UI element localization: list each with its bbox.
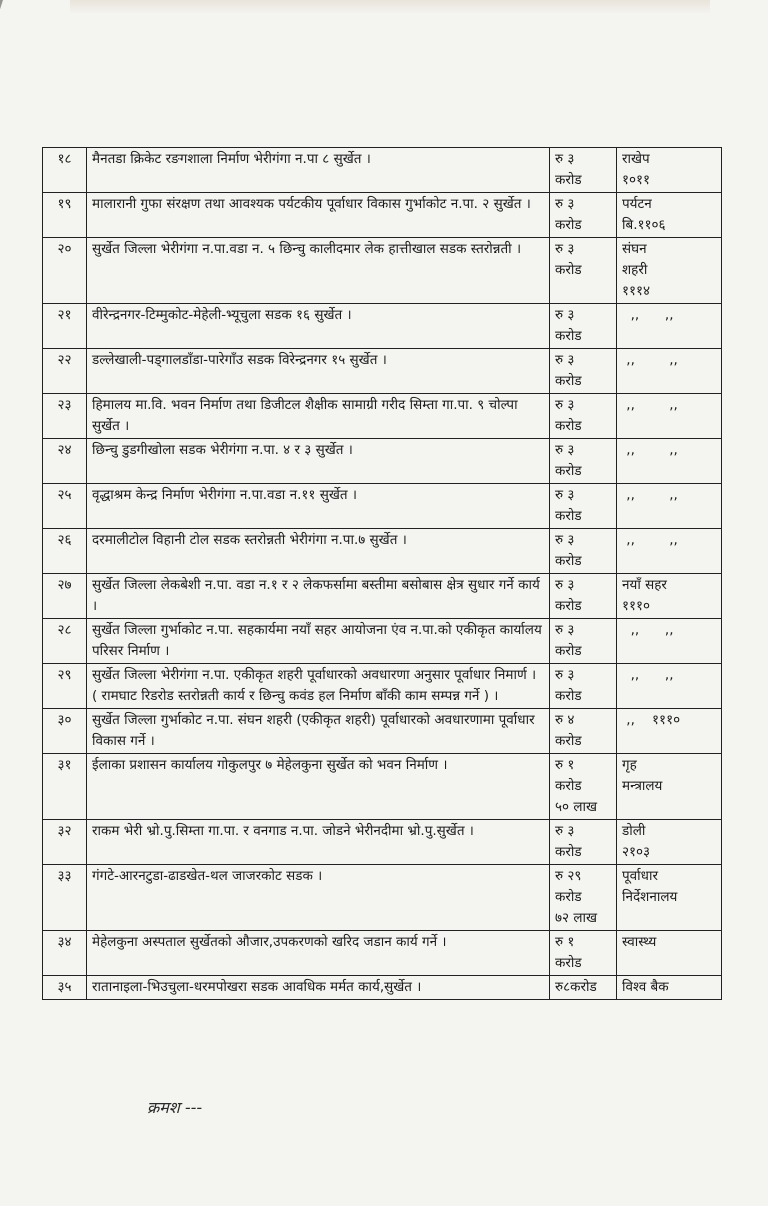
project-description: हिमालय मा.वि. भवन निर्माण तथा डिजीटल शैक्षीक सामाग्री गरीद सिम्ता गा.पा. ९ चोल्पा सुर्खेत ।	[87, 394, 550, 439]
project-description: मालारानी गुफा संरक्षण तथा आवश्यक पर्यटकीय पूर्वाधार विकास गुर्भाकोट न.पा. २ सुर्खेत ।	[87, 193, 550, 238]
budget-amount	[550, 238, 617, 304]
continued-note: क्रमश ---	[147, 1098, 203, 1117]
budget-amount-line: करोड	[555, 328, 582, 344]
funding-source	[617, 238, 722, 304]
project-description: डल्लेखाली-पड्गालडाँडा-पारेगाँउ सडक विरेन्द्रनगर १५ सुर्खेत ।	[87, 349, 550, 394]
funding-source	[617, 976, 722, 1000]
funding-source-line: नयाँ सहर	[622, 577, 667, 593]
row-number: २७	[43, 574, 87, 619]
project-description: वीरेन्द्रनगर-टिम्मुकोट-मेहेली-भ्यूचुला सडक १६ सुर्खेत ।	[87, 304, 550, 349]
budget-amount-line: करोड	[555, 553, 582, 569]
budget-amount-line: करोड	[555, 733, 582, 749]
table-row	[43, 148, 722, 193]
budget-amount-line: करोड	[555, 418, 582, 434]
funding-source-line: राखेप	[622, 151, 650, 167]
funding-source-line: ,, ,,	[622, 307, 674, 323]
row-number: ३३	[43, 865, 87, 931]
funding-source-line: संघन	[622, 241, 647, 257]
budget-amount-line: रु ३	[555, 442, 575, 458]
project-description: रातानाइला-भिउचुला-धरमपोखरा सडक आवधिक मर्मत कार्य,सुर्खेत ।	[87, 976, 550, 1000]
row-number: १९	[43, 193, 87, 238]
budget-amount-line: रु८करोड	[555, 979, 597, 995]
budget-amount	[550, 529, 617, 574]
funding-source	[617, 394, 722, 439]
funding-source-line: ,, ,,	[622, 622, 674, 638]
funding-source	[617, 193, 722, 238]
budget-amount-line: रु ३	[555, 241, 575, 257]
budget-amount	[550, 754, 617, 820]
funding-source-line: पर्यटन	[622, 196, 652, 212]
project-description: सुर्खेत जिल्ला भेरीगंगा न.पा.वडा न. ५ छिन्चु कालीदमार लेक हात्तीखाल सडक स्तरोन्नती ।	[87, 238, 550, 304]
project-description: वृद्धाश्रम केन्द्र निर्माण भेरीगंगा न.पा.वडा न.११ सुर्खेत ।	[87, 484, 550, 529]
budget-amount	[550, 484, 617, 529]
row-number: ३०	[43, 709, 87, 754]
table-row	[43, 193, 722, 238]
funding-source-line: निर्देशनालय	[622, 889, 678, 905]
funding-source	[617, 754, 722, 820]
project-description: दरमालीटोल विहानी टोल सडक स्तरोन्नती भेरीगंगा न.पा.७ सुर्खेत ।	[87, 529, 550, 574]
table-row	[43, 664, 722, 709]
table-row	[43, 865, 722, 931]
budget-amount-line: करोड	[555, 778, 582, 794]
table-row	[43, 304, 722, 349]
table-row	[43, 754, 722, 820]
funding-source-line: ,, ,,	[622, 487, 678, 503]
row-number: ३२	[43, 820, 87, 865]
funding-source-line: बि.११०६	[622, 217, 666, 233]
budget-amount	[550, 865, 617, 931]
budget-amount-line: ७२ लाख	[555, 910, 598, 926]
funding-source-line: स्वास्थ्य	[622, 934, 657, 950]
project-description: सुर्खेत जिल्ला गुर्भाकोट न.पा. संघन शहरी (एकीकृत शहरी) पूर्वाधारको अवधारणामा पूर्वाधार विकास गर्ने ।	[87, 709, 550, 754]
row-number: २३	[43, 394, 87, 439]
funding-source-line: ,, ,,	[622, 397, 678, 413]
funding-source-line: मन्त्रालय	[622, 778, 663, 794]
budget-amount	[550, 304, 617, 349]
funding-source	[617, 439, 722, 484]
funding-source-line: ,, ,,	[622, 442, 678, 458]
budget-amount-line: रु ३	[555, 823, 575, 839]
budget-amount	[550, 394, 617, 439]
funding-source	[617, 820, 722, 865]
table-row	[43, 439, 722, 484]
row-number: ३४	[43, 931, 87, 976]
table-body	[43, 148, 722, 1000]
row-number: २९	[43, 664, 87, 709]
budget-amount-line: रु ३	[555, 532, 575, 548]
funding-source	[617, 664, 722, 709]
budget-amount-line: करोड	[555, 373, 582, 389]
funding-source-line: पूर्वाधार	[622, 868, 658, 884]
row-number: २५	[43, 484, 87, 529]
budget-amount-line: रु १	[555, 934, 575, 950]
budget-amount-line: ५० लाख	[555, 799, 598, 815]
budget-amount-line: करोड	[555, 172, 582, 188]
funding-source	[617, 865, 722, 931]
funding-source	[617, 349, 722, 394]
funding-source-line: २१०३	[622, 844, 651, 860]
funding-source-line: ,, ,,	[622, 532, 678, 548]
table-row	[43, 931, 722, 976]
budget-amount-line: करोड	[555, 508, 582, 524]
row-number: १८	[43, 148, 87, 193]
row-number: २०	[43, 238, 87, 304]
funding-source-line: ,, ,,	[622, 667, 674, 683]
budget-amount-line: रु ३	[555, 622, 575, 638]
project-description: ईलाका प्रशासन कार्यालय गोकुलपुर ७ मेहेलकुना सुर्खेत को भवन निर्माण ।	[87, 754, 550, 820]
funding-source-line: विश्व बैक	[622, 979, 669, 995]
budget-amount-line: रु ३	[555, 151, 575, 167]
project-description: सुर्खेत जिल्ला गुर्भाकोट न.पा. सहकार्यमा नयाँ सहर आयोजना एंव न.पा.को एकीकृत कार्यालय परिसर निर्माण ।	[87, 619, 550, 664]
table-row	[43, 394, 722, 439]
table-row	[43, 820, 722, 865]
funding-source	[617, 574, 722, 619]
budget-amount-line: करोड	[555, 262, 582, 278]
budget-amount-line: रु ३	[555, 577, 575, 593]
row-number: २४	[43, 439, 87, 484]
project-description: मैनतडा क्रिकेट रङगशाला निर्माण भेरीगंगा न.पा ८ सुर्खेत ।	[87, 148, 550, 193]
budget-amount	[550, 664, 617, 709]
project-description: सुर्खेत जिल्ला लेकबेशी न.पा. वडा न.१ र २ लेकफर्सामा बस्तीमा बसोबास क्षेत्र सुधार गर्ने कार्य ।	[87, 574, 550, 619]
table-row	[43, 484, 722, 529]
budget-amount-line: करोड	[555, 955, 582, 971]
funding-source-line: शहरी	[622, 262, 648, 278]
table-row	[43, 976, 722, 1000]
budget-amount	[550, 976, 617, 1000]
budget-amount-line: रु ३	[555, 352, 575, 368]
budget-amount-line: रु ३	[555, 487, 575, 503]
budget-amount-line: करोड	[555, 889, 582, 905]
table-row	[43, 529, 722, 574]
budget-amount	[550, 931, 617, 976]
funding-source-line: १११०	[622, 598, 651, 614]
row-number: ३५	[43, 976, 87, 1000]
budget-amount	[550, 709, 617, 754]
budget-amount	[550, 820, 617, 865]
table-row	[43, 709, 722, 754]
budget-amount-line: रु ३	[555, 307, 575, 323]
project-description: राकम भेरी भ्रो.पु.सिम्ता गा.पा. र वनगाड न.पा. जोडने भेरीनदीमा भ्रो.पु.सुर्खेत ।	[87, 820, 550, 865]
budget-amount-line: करोड	[555, 688, 582, 704]
funding-source	[617, 529, 722, 574]
budget-amount	[550, 148, 617, 193]
budget-amount-line: करोड	[555, 598, 582, 614]
budget-amount	[550, 193, 617, 238]
funding-source-line: ,, १११०	[622, 712, 681, 728]
budget-amount	[550, 619, 617, 664]
project-description: मेहेलकुना अस्पताल सुर्खेतको औजार,उपकरणको खरिद जडान कार्य गर्ने ।	[87, 931, 550, 976]
project-table	[42, 147, 722, 1000]
budget-amount-line: रु ३	[555, 196, 575, 212]
funding-source	[617, 148, 722, 193]
funding-source-line: डोली	[622, 823, 646, 839]
funding-source	[617, 931, 722, 976]
row-number: २२	[43, 349, 87, 394]
row-number: २८	[43, 619, 87, 664]
project-description: सुर्खेत जिल्ला भेरीगंगा न.पा. एकीकृत शहरी पूर्वाधारको अवधारणा अनुसार पूर्वाधार निमार्ण । ( रामघाट रिडरोड स्तरोन्नती कार्य र छिन्चु कवंड हल निर्माण बाँकी काम सम्पन्न गर्ने ) ।	[87, 664, 550, 709]
row-number: ३१	[43, 754, 87, 820]
budget-amount-line: रु १	[555, 757, 575, 773]
budget-amount	[550, 439, 617, 484]
funding-source	[617, 619, 722, 664]
budget-amount-line: करोड	[555, 844, 582, 860]
row-number: २६	[43, 529, 87, 574]
page-top-tint	[70, 0, 710, 14]
project-description: छिन्चु डुडगीखोला सडक भेरीगंगा न.पा. ४ र ३ सुर्खेत ।	[87, 439, 550, 484]
page-edge-shadow	[0, 0, 27, 60]
table-row	[43, 238, 722, 304]
funding-source	[617, 304, 722, 349]
funding-source	[617, 484, 722, 529]
funding-source-line: गृह	[622, 757, 637, 773]
funding-source-line: १११४	[622, 283, 651, 299]
table-row	[43, 349, 722, 394]
budget-amount-line: करोड	[555, 463, 582, 479]
budget-amount	[550, 349, 617, 394]
budget-amount-line: करोड	[555, 217, 582, 233]
table-row	[43, 574, 722, 619]
budget-amount	[550, 574, 617, 619]
budget-amount-line: रु ३	[555, 667, 575, 683]
funding-source-line: १०११	[622, 172, 651, 188]
project-description: गंगटे-आरनटुडा-ढाडखेत-थल जाजरकोट सडक ।	[87, 865, 550, 931]
row-number: २१	[43, 304, 87, 349]
budget-amount-line: करोड	[555, 643, 582, 659]
funding-source	[617, 709, 722, 754]
table-row	[43, 619, 722, 664]
budget-amount-line: रु ४	[555, 712, 575, 728]
funding-source-line: ,, ,,	[622, 352, 678, 368]
budget-amount-line: रु २९	[555, 868, 582, 884]
budget-amount-line: रु ३	[555, 397, 575, 413]
